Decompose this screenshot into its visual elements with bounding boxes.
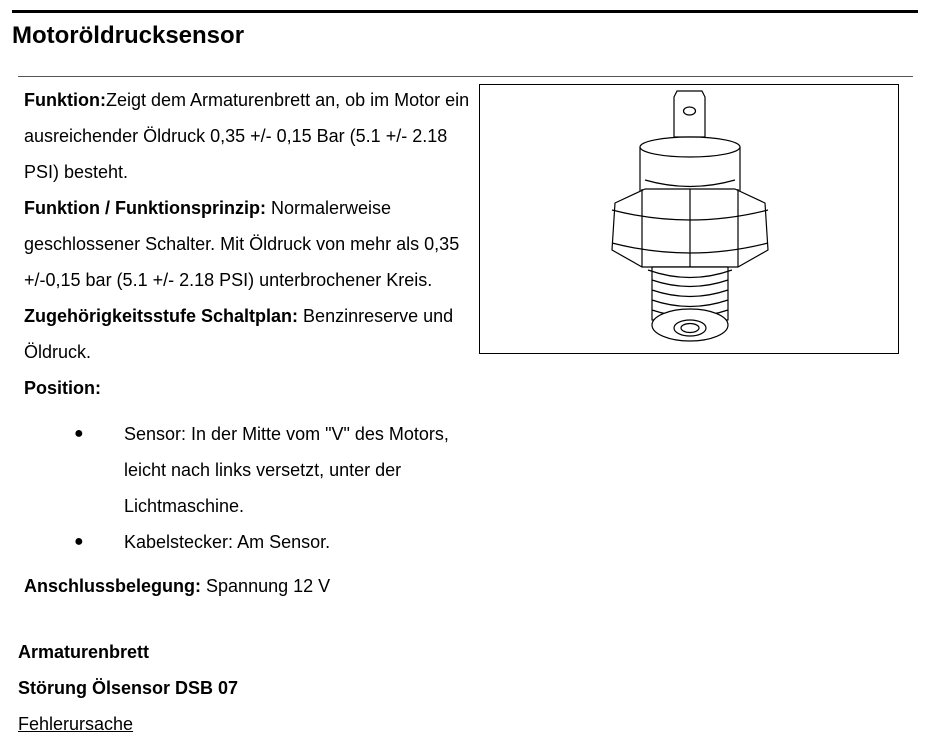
section-divider (18, 76, 913, 77)
fehlerursache-heading: Fehlerursache (18, 714, 134, 734)
prinzip-text: Normalerweise geschlossener Schalter. Mit Öldruck von mehr als 0,35 +/-0,15 bar (5.1 +/- 2.18 PSI) unterbrochener Kreis. (24, 198, 460, 290)
bullet-icon: ● (74, 425, 84, 442)
sensor-illustration (479, 84, 899, 354)
position-label: Position: (24, 378, 101, 398)
list-item-text: Kabelstecker: Am Sensor. (124, 532, 331, 552)
bullet-icon: ● (74, 533, 84, 550)
list-item (24, 416, 459, 524)
armaturenbrett-heading: Armaturenbrett (18, 642, 150, 662)
anschluss-paragraph (24, 568, 470, 604)
stoerung-heading: Störung Ölsensor DSB 07 (18, 678, 239, 698)
oil-pressure-sensor-icon (480, 85, 897, 352)
prinzip-label: Funktion / Funktionsprinzip: (24, 198, 266, 218)
anschluss-label: Anschlussbelegung: (24, 576, 202, 596)
list-item-text: Sensor: In der Mitte vom "V" des Motors, leicht nach links versetzt, unter der Lichtmaschine. (124, 424, 449, 516)
description-column (24, 82, 470, 604)
schaltplan-label: Zugehörigkeitsstufe Schaltplan: (24, 306, 299, 326)
position-list (24, 416, 470, 560)
funktion-text: Zeigt dem Armaturenbrett an, ob im Motor ein ausreichender Öldruck 0,35 +/- 0,15 Bar (5.1 +/- 2.18 PSI) besteht. (24, 90, 470, 182)
section-title: Motoröldrucksensor (12, 22, 245, 49)
prinzip-paragraph (24, 190, 470, 298)
schaltplan-paragraph (24, 298, 470, 370)
schaltplan-text: Benzinreserve und Öldruck. (24, 306, 454, 362)
list-item (24, 524, 459, 560)
funktion-paragraph (24, 82, 470, 190)
anschluss-text: Spannung 12 V (201, 576, 331, 596)
top-rule (12, 10, 918, 13)
funktion-label: Funktion: (24, 90, 106, 110)
